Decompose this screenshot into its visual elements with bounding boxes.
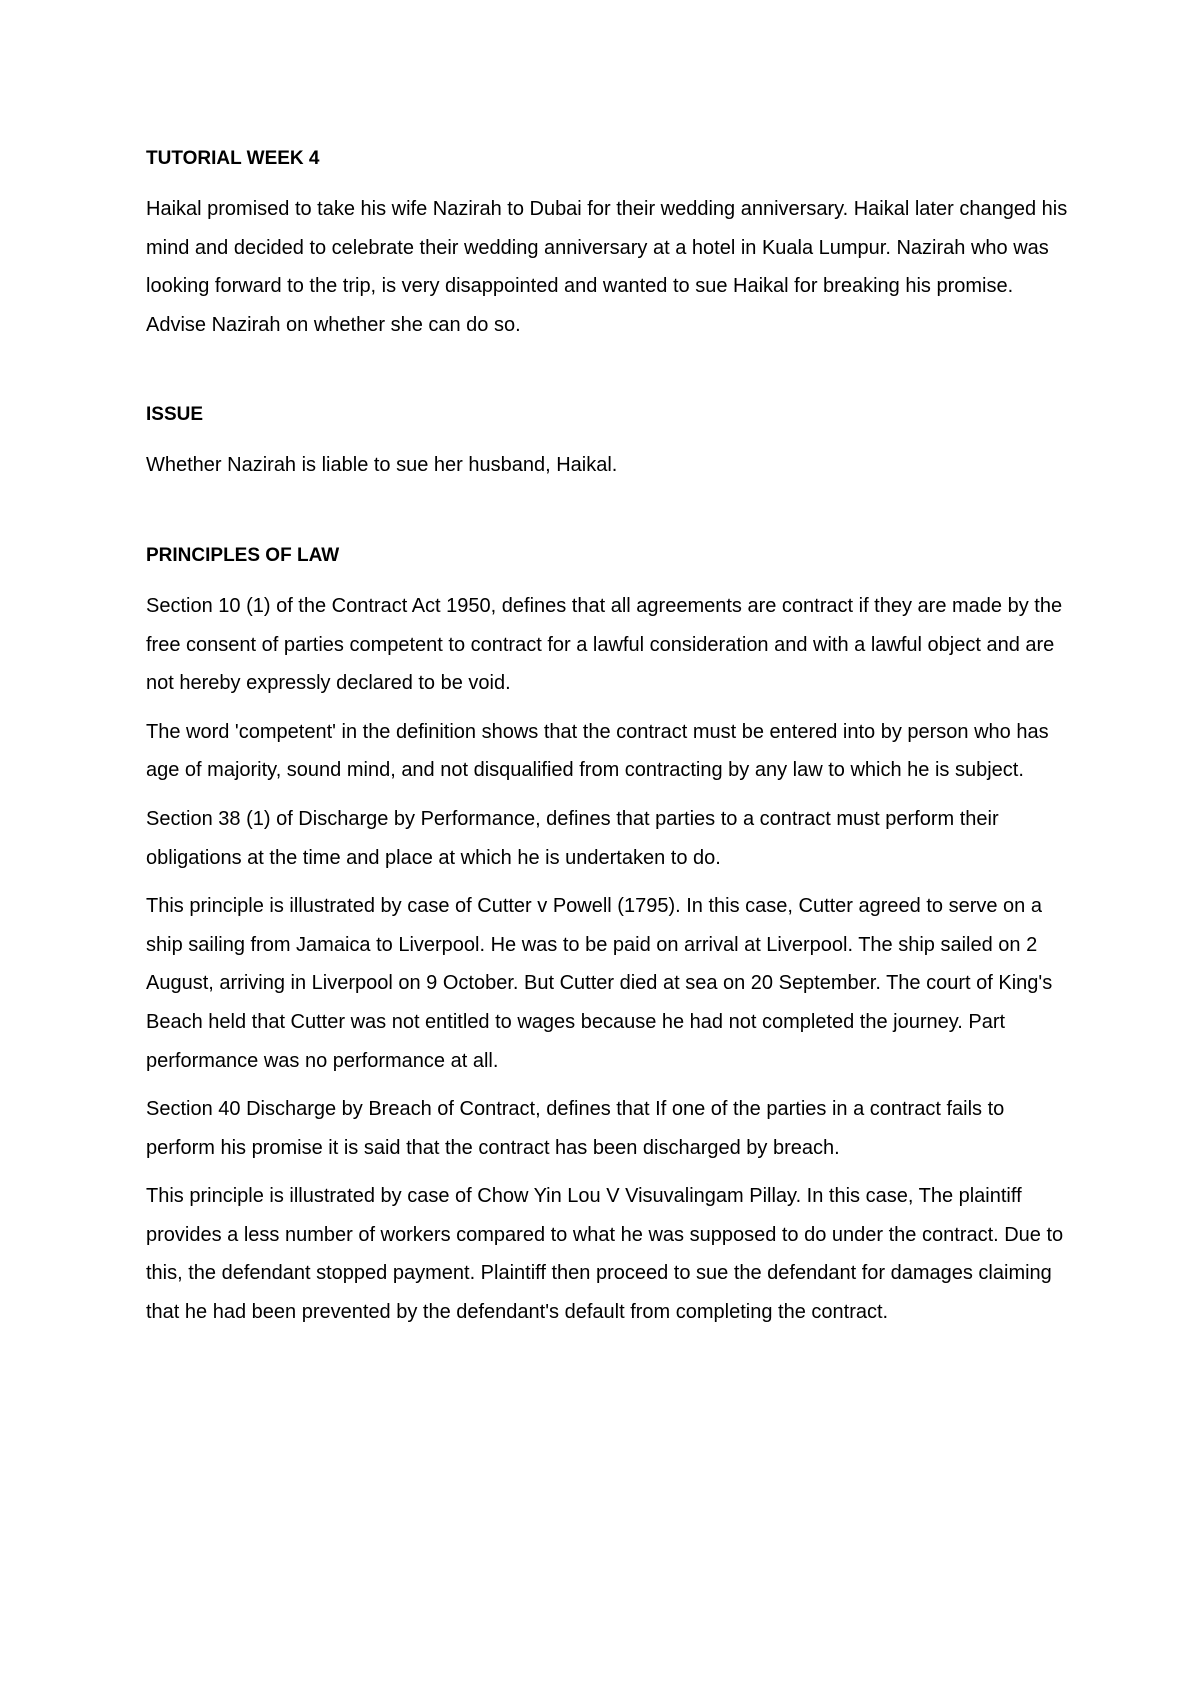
spacer — [146, 790, 1076, 800]
spacer — [146, 1167, 1076, 1177]
spacer — [146, 178, 1076, 190]
principle-paragraph: This principle is illustrated by case of Chow Yin Lou V Visuvalingam Pillay. In this case, The plaintiff provides a less number of workers compared to what he was supposed to do under the contract. Due to this, the defendant stopped payment. Plaintiff then proceed to sue the defendant for damages claiming that he had been prevented by the defendant's default from completing the contract. — [146, 1185, 1064, 1324]
spacer — [146, 877, 1076, 887]
document-title: TUTORIAL WEEK 4 — [146, 148, 320, 169]
spacer — [146, 434, 1076, 446]
principle-paragraph: This principle is illustrated by case of Cutter v Powell (1795). In this case, Cutter agreed to serve on a ship sailing from Jamaica to Liverpool. He was to be paid on arrival at Liverpool. The ship sailed on 2 August, arriving in Liverpool on 9 October. But Cutter died at sea on 20 September. The court of King's Beach held that Cutter was not entitled to wages because he had not completed the journey. Part performance was no performance at all. — [146, 895, 1053, 1072]
principle-paragraph: Section 38 (1) of Discharge by Performance, defines that parties to a contract must perform their obligations at the time and place at which he is undertaken to do. — [146, 807, 999, 869]
issue-paragraph: Whether Nazirah is liable to sue her husband, Haikal. — [146, 454, 618, 477]
issue-heading: ISSUE — [146, 404, 204, 426]
principle-paragraph: The word 'competent' in the definition shows that the contract must be entered into by person who has age of majority, sound mind, and not disqualified from contracting by any law to which he is subject. — [146, 720, 1049, 782]
spacer — [146, 344, 1076, 396]
question-paragraph: Haikal promised to take his wife Nazirah to Dubai for their wedding anniversary. Haikal later changed his mind and decided to celebrate their wedding anniversary at a hotel in Kuala Lumpur. Nazirah who was looking forward to the trip, is very disappointed and wanted to sue Haikal for breaking his promise. Advise Nazirah on whether she can do so. — [146, 198, 1068, 336]
spacer — [146, 485, 1076, 537]
spacer — [146, 575, 1076, 587]
principles-heading: PRINCIPLES OF LAW — [146, 544, 340, 566]
document-page — [146, 140, 1076, 1332]
principle-paragraph: Section 40 Discharge by Breach of Contract, defines that If one of the parties in a contract fails to perform his promise it is said that the contract has been discharged by breach. — [146, 1098, 1005, 1159]
principle-paragraph: Section 10 (1) of the Contract Act 1950, defines that all agreements are contract if they are made by the free consent of parties competent to contract for a lawful consideration and with a lawful object and are not hereby expressly declared to be void. — [146, 594, 1063, 695]
spacer — [146, 1080, 1076, 1090]
spacer — [146, 703, 1076, 713]
